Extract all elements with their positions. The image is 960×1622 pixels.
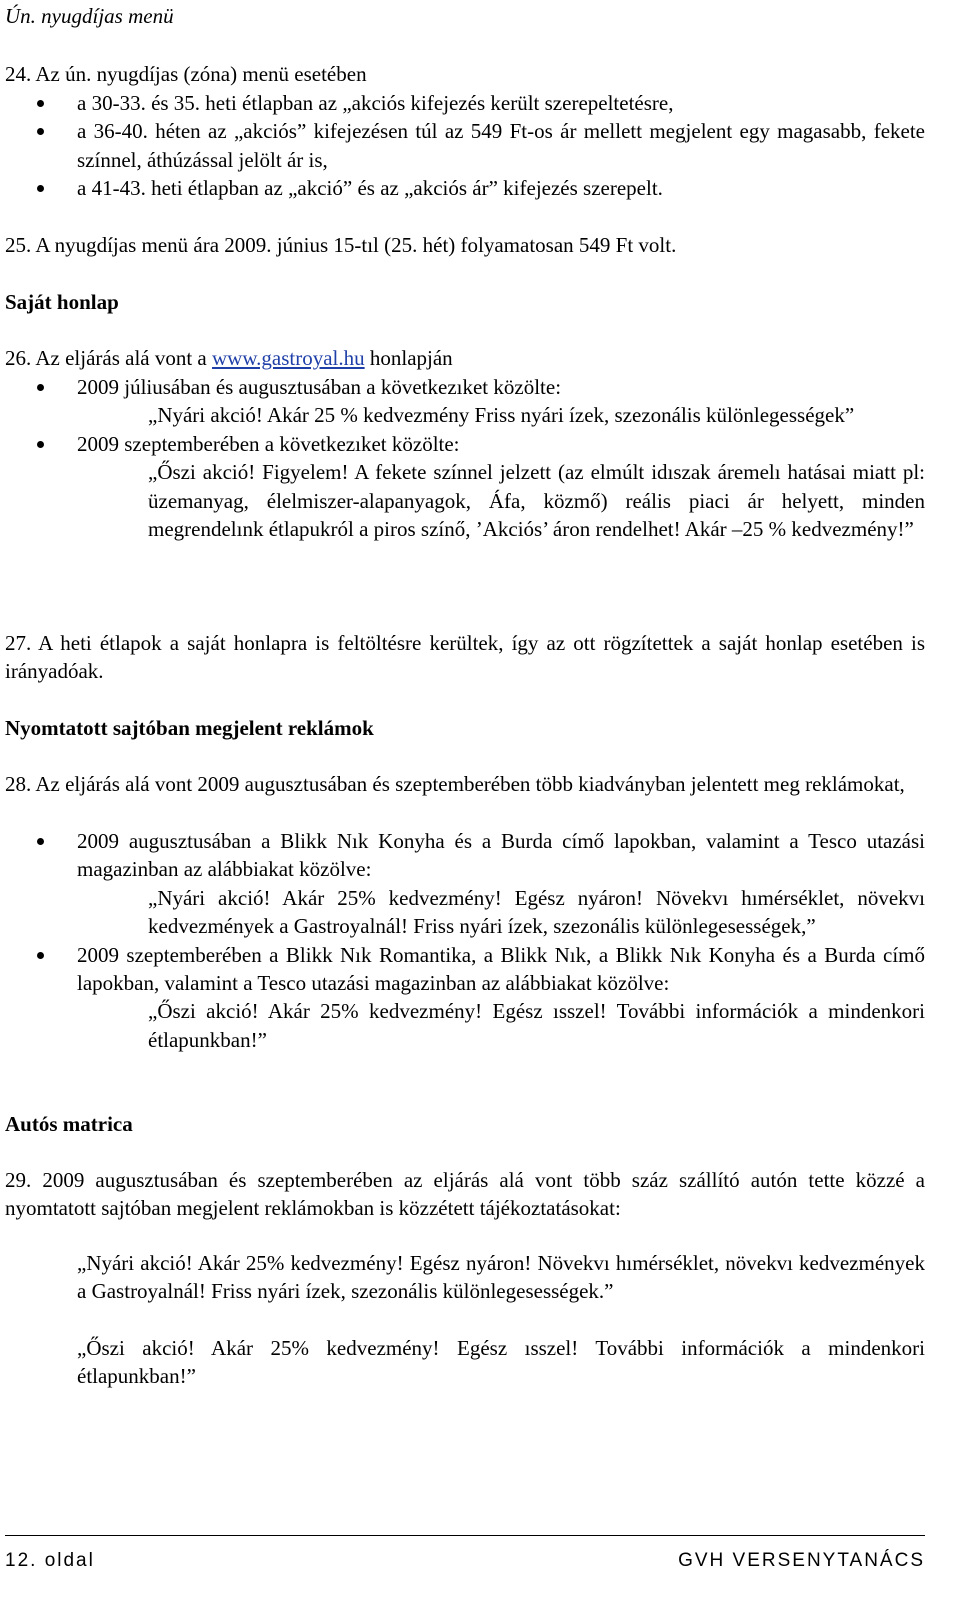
page-number: 12. oldal <box>5 1550 95 1571</box>
heading-print: Nyomtatott sajtóban megjelent reklámok <box>5 716 374 740</box>
sticker-quote-autumn: „Őszi akció! Akár 25% kedvezmény! Egész ısszel! További információk a mindenkori étlapunkban!” <box>77 1336 925 1389</box>
quote: „Nyári akció! Akár 25 % kedvezmény Friss nyári ízek, szezonális különlegességek” <box>148 403 855 428</box>
quote: „Őszi akció! Akár 25% kedvezmény! Egész ısszel! További információk a mindenkori étlapunkban!” <box>148 999 925 1052</box>
list-item: a 36-40. héten az „akciós” kifejezésen túl az 549 Ft-os ár mellett megjelent egy magasabb, fekete színnel, áthúzással jelölt ár is, <box>0 117 925 174</box>
list-item: 2009 augusztusában a Blikk Nık Konyha és a Burda címő lapokban, valamint a Tesco utazási magazinban az alábbiakat közölve: „Nyári akció! Akár 25% kedvezmény! Egész nyáron! Növekvı hımérséklet, növekvı kedvezmények a Gastroyalnál! Friss nyári ízek, szezonális különlegesességek,” <box>0 827 925 941</box>
list-26 <box>0 373 925 543</box>
gastroyal-link[interactable]: www.gastroyal.hu <box>212 346 365 370</box>
bullet-icon <box>37 384 44 391</box>
list-item: a 41-43. heti étlapban az „akció” és az „akciós ár” kifejezés szerepelt. <box>0 174 925 202</box>
paragraph-28: 28. Az eljárás alá vont 2009 augusztusában és szeptemberében több kiadványban jelentett meg reklámokat, <box>5 772 905 796</box>
quote: „Nyári akció! Akár 25% kedvezmény! Egész nyáron! Növekvı hımérséklet, növekvı kedvezmények a Gastroyalnál! Friss nyári ízek, szezonális különlegesességek,” <box>148 885 925 939</box>
bullet-icon <box>37 838 44 845</box>
bullet-icon <box>37 952 44 959</box>
list-24 <box>0 89 925 203</box>
bullet-icon <box>37 100 44 107</box>
paragraph-25: 25. A nyugdíjas menü ára 2009. június 15-tıl (25. hét) folyamatosan 549 Ft volt. <box>5 233 677 257</box>
bullet-icon <box>37 185 44 192</box>
section-title: Ún. nyugdíjas menü <box>5 4 174 28</box>
list-item: 2009 júliusában és augusztusában a következıket közölte: „Nyári akció! Akár 25 % kedvezmény Friss nyári ízek, szezonális különlegességek” <box>0 373 925 430</box>
paragraph-26: 26. Az eljárás alá vont a www.gastroyal.hu honlapján <box>5 346 453 370</box>
bullet-icon <box>37 441 44 448</box>
list-item: 2009 szeptemberében a Blikk Nık Romantika, a Blikk Nık, a Blikk Nık Konyha és a Burda címő lapokban, valamint a Tesco utazási magazinban az alábbiakat közölve: „Őszi akció! Akár 25% kedvezmény! Egész ısszel! További információk a mindenkori étlapunkban!” <box>0 941 925 1055</box>
list-28 <box>0 827 925 1054</box>
quote: „Őszi akció! Figyelem! A fekete színnel jelzett (az elmúlt idıszak áremelı hatásai miatt pl: üzemanyag, élelmiszer-alapanyagok, Áfa, közmő) reális piaci ár helyett, minden megrendelınk étlapukról a piros színő, ’Akciós’ áron rendelhet! Akár –25 % kedvezmény!” <box>148 460 925 542</box>
sticker-quote-summer: „Nyári akció! Akár 25% kedvezmény! Egész nyáron! Növekvı hımérséklet, növekvı kedvezmények a Gastroyalnál! Friss nyári ízek, szezonális különlegesességek.” <box>77 1251 925 1304</box>
list-item: 2009 szeptemberében a következıket közölte: „Őszi akció! Figyelem! A fekete színnel jelzett (az elmúlt idıszak áremelı hatásai miatt pl: üzemanyag, élelmiszer-alapanyagok, Áfa, közmő) reális piaci ár helyett, minden megrendelınk étlapukról a piros színő, ’Akciós’ áron rendelhet! Akár –25 % kedvezmény!” <box>0 430 925 544</box>
paragraph-27: 27. A heti étlapok a saját honlapra is feltöltésre kerültek, így az ott rögzítettek a saját honlap esetében is irányadóak. <box>5 631 925 684</box>
list-item: a 30-33. és 35. heti étlapban az „akciós kifejezés került szerepeltetésre, <box>0 89 925 117</box>
paragraph-29: 29. 2009 augusztusában és szeptemberében az eljárás alá vont több száz szállító autón tette közzé a nyomtatott sajtóban megjelent reklámokban is közzétett tájékoztatásokat: <box>5 1168 925 1221</box>
heading-sticker: Autós matrica <box>5 1112 133 1136</box>
bullet-icon <box>37 128 44 135</box>
paragraph-24: 24. Az ún. nyugdíjas (zóna) menü esetében <box>5 62 367 86</box>
organization-name: GVH VERSENYTANÁCS <box>678 1550 925 1571</box>
heading-own-site: Saját honlap <box>5 290 119 314</box>
footer-divider <box>5 1535 925 1536</box>
